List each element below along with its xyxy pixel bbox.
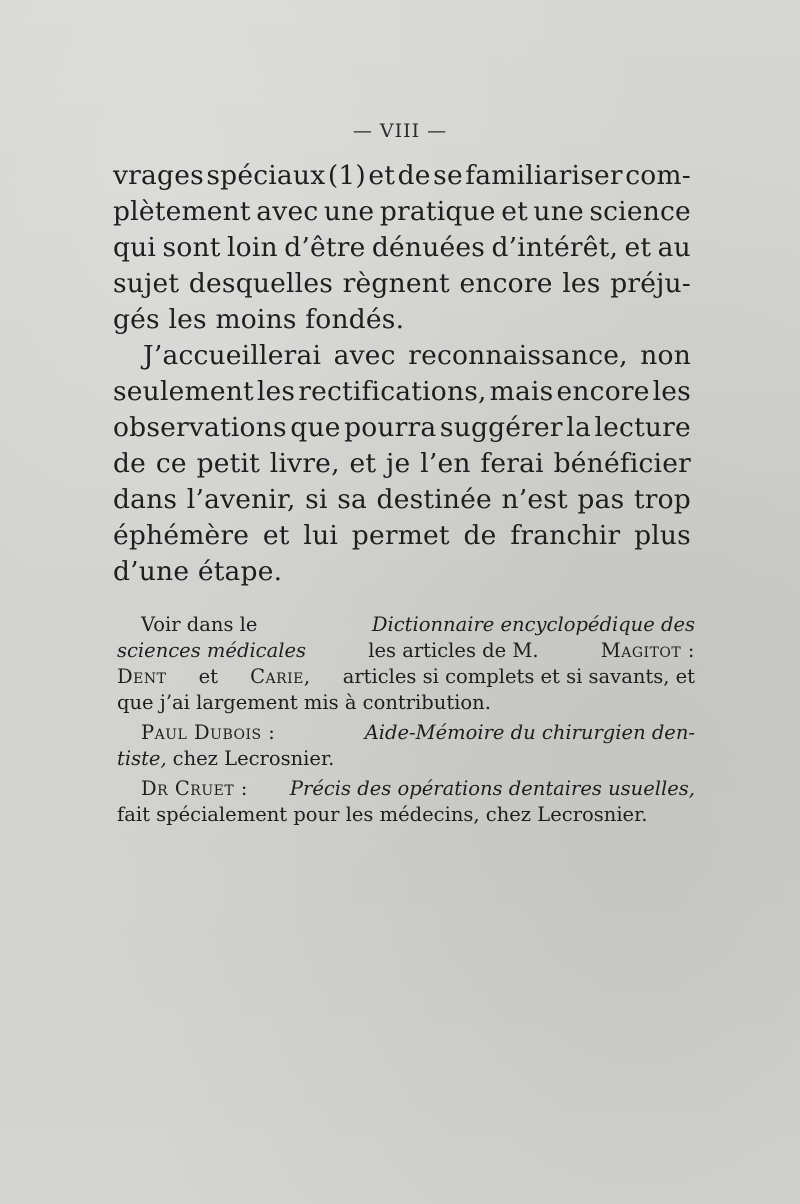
body-line [113, 410, 691, 446]
body-line [113, 266, 691, 302]
footnote-line [117, 612, 695, 638]
body-line [113, 338, 691, 374]
body-line [113, 194, 691, 230]
word: au [657, 232, 691, 263]
word: franchir [510, 520, 621, 551]
word: et [368, 160, 396, 191]
word: loin [227, 232, 278, 263]
word: une [533, 196, 584, 227]
reference-line [117, 776, 695, 802]
body-line [113, 482, 691, 518]
word: rectifications, [298, 376, 487, 407]
footnote-text: que j’ai largement mis à contribution. [117, 691, 491, 714]
footnote [117, 612, 695, 828]
footnote-text: Voir dans le [141, 613, 258, 636]
word: n’est [501, 484, 568, 515]
page-number: — VIII — [352, 120, 448, 142]
word: seulement [113, 376, 254, 407]
reference-title: tiste, [117, 747, 167, 770]
word: (1) [327, 160, 366, 191]
word: com- [625, 160, 691, 191]
word: les [652, 376, 691, 407]
word: observations [113, 412, 287, 443]
footnote-author: Magitot : [600, 639, 695, 662]
word: permet [351, 520, 450, 551]
word: vrages [113, 160, 204, 191]
word: suggérer [439, 412, 563, 443]
body-text [113, 158, 691, 590]
word: les [562, 268, 601, 299]
word: lecture [594, 412, 691, 443]
word: de [397, 160, 431, 191]
word: avec [333, 340, 396, 371]
footnote-text: et [198, 665, 218, 688]
word: ce [155, 448, 187, 479]
footnote-title: sciences médicales [117, 639, 307, 662]
word: encore [459, 268, 553, 299]
word: non [640, 340, 691, 371]
word: trop [633, 484, 691, 515]
reference-publisher: chez Lecrosnier. [172, 747, 335, 770]
word: mais [489, 376, 554, 407]
body-line [113, 374, 691, 410]
word: la [566, 412, 591, 443]
word: encore [556, 376, 650, 407]
body-line: d’une étape. [113, 556, 283, 587]
word: préju- [610, 268, 691, 299]
word: sujet [113, 268, 180, 299]
word: pas [577, 484, 625, 515]
reference-line [117, 720, 695, 746]
word: une [323, 196, 375, 227]
body-line [113, 518, 691, 554]
word: sa [337, 484, 367, 515]
footnote-line [117, 664, 695, 690]
body-line [113, 230, 691, 266]
word: pourra [344, 412, 437, 443]
word: science [589, 196, 691, 227]
word: éphémère [113, 520, 250, 551]
reference-title: Aide-Mémoire du chirurgien den- [364, 721, 695, 744]
word: desquelles [188, 268, 334, 299]
footnote-term: Dent [117, 665, 167, 688]
body-line [113, 446, 691, 482]
reference-publisher: fait spécialement pour les médecins, chez Lecrosnier. [117, 803, 648, 826]
reference-title: Précis des opérations dentaires usuelles, [289, 777, 695, 800]
body-line: gés les moins fondés. [113, 304, 405, 335]
reference-author: Paul Dubois : [141, 721, 276, 744]
word: se [433, 160, 463, 191]
word: familiariser [465, 160, 623, 191]
footnote-term: Carie, [250, 665, 311, 688]
word: plus [634, 520, 691, 551]
word: spéciaux [206, 160, 326, 191]
word: et [624, 232, 652, 263]
footnote-text: articles si complets et si savants, et [342, 665, 695, 688]
word: et [501, 196, 528, 227]
word: l’en [420, 448, 471, 479]
word: qui [113, 232, 157, 263]
word: les [256, 376, 296, 407]
word: reconnaissance, [408, 340, 628, 371]
word: J’accueillerai [143, 340, 322, 371]
word: d’intérêt, [491, 232, 619, 263]
word: de [113, 448, 147, 479]
word: de [463, 520, 497, 551]
word: destinée [376, 484, 492, 515]
word: ferai [480, 448, 544, 479]
word: dans [113, 484, 178, 515]
word: règnent [342, 268, 450, 299]
word: sont [162, 232, 221, 263]
word: et [262, 520, 290, 551]
word: petit [196, 448, 260, 479]
word: l’avenir, [186, 484, 296, 515]
reference-author: Dr Cruet : [141, 777, 248, 800]
word: pratique [379, 196, 496, 227]
footnote-line [117, 690, 695, 716]
word: lui [303, 520, 339, 551]
footnote-title: Dictionnaire encyclopédique des [371, 613, 695, 636]
reference-line [117, 746, 695, 772]
footnote-text: les articles de M. [368, 639, 539, 662]
word: que [290, 412, 341, 443]
word: je [386, 448, 411, 479]
word: si [305, 484, 328, 515]
word: d’être [284, 232, 366, 263]
footnote-line [117, 638, 695, 664]
word: dénuées [371, 232, 486, 263]
word: livre, [269, 448, 340, 479]
reference-line [117, 802, 695, 828]
word: bénéficier [553, 448, 691, 479]
word: et [349, 448, 377, 479]
body-line [113, 158, 691, 194]
word: plètement [113, 196, 251, 227]
word: avec [256, 196, 319, 227]
